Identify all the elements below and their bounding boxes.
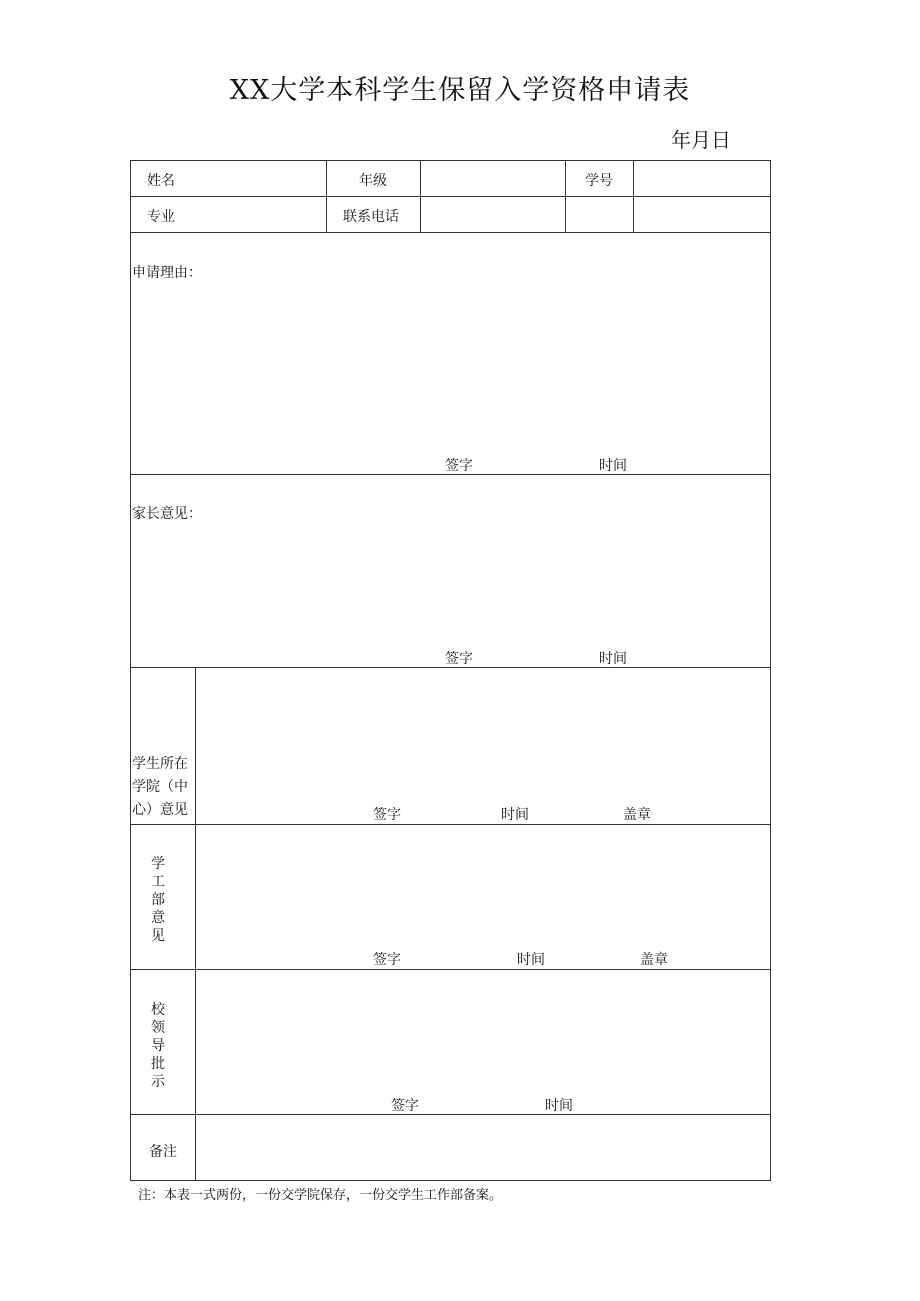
major-label: 专业: [147, 209, 175, 225]
column-divider: [420, 161, 421, 232]
student-affairs-seal-label: 盖章: [640, 952, 668, 968]
row-divider: [131, 1114, 770, 1115]
school-leader-label: 校领导批示: [151, 1002, 165, 1090]
reason-label: 申请理由：: [132, 265, 202, 281]
leader-time-label: 时间: [545, 1098, 573, 1114]
college-label-line: 学生所在: [132, 756, 188, 772]
student-affairs-label: 学工部意见: [151, 856, 165, 944]
row-divider: [131, 969, 770, 970]
application-form-table: [130, 160, 771, 1181]
grade-label: 年级: [359, 173, 387, 189]
date-line: 年月日: [671, 128, 731, 152]
student-affairs-sign-label: 签字: [373, 952, 401, 968]
reason-sign-label: 签字: [445, 458, 473, 474]
college-opinion-label: [132, 753, 196, 822]
college-sign-label: 签字: [373, 807, 401, 823]
form-title: XX大学本科学生保留入学资格申请表: [229, 75, 691, 106]
college-label-line: 心）意见: [132, 802, 188, 818]
row-divider: [131, 824, 770, 825]
parent-opinion-label: 家长意见：: [132, 506, 202, 522]
parent-time-label: 时间: [599, 651, 627, 667]
name-label: 姓名: [147, 173, 175, 189]
column-divider: [326, 161, 327, 232]
parent-sign-label: 签字: [445, 651, 473, 667]
phone-label: 联系电话: [343, 209, 399, 225]
column-divider: [633, 161, 634, 232]
student-affairs-time-label: 时间: [517, 952, 545, 968]
remarks-label: 备注: [149, 1144, 177, 1160]
column-divider: [195, 667, 196, 1180]
leader-sign-label: 签字: [391, 1098, 419, 1114]
row-divider: [131, 196, 770, 197]
college-time-label: 时间: [501, 807, 529, 823]
college-seal-label: 盖章: [623, 807, 651, 823]
row-divider: [131, 232, 770, 233]
student-id-label: 学号: [585, 173, 613, 189]
footnote: 注：本表一式两份，一份交学院保存，一份交学生工作部备案。: [138, 1188, 503, 1203]
reason-time-label: 时间: [599, 458, 627, 474]
column-divider: [565, 161, 566, 232]
college-label-line: 学院（中: [132, 779, 188, 795]
